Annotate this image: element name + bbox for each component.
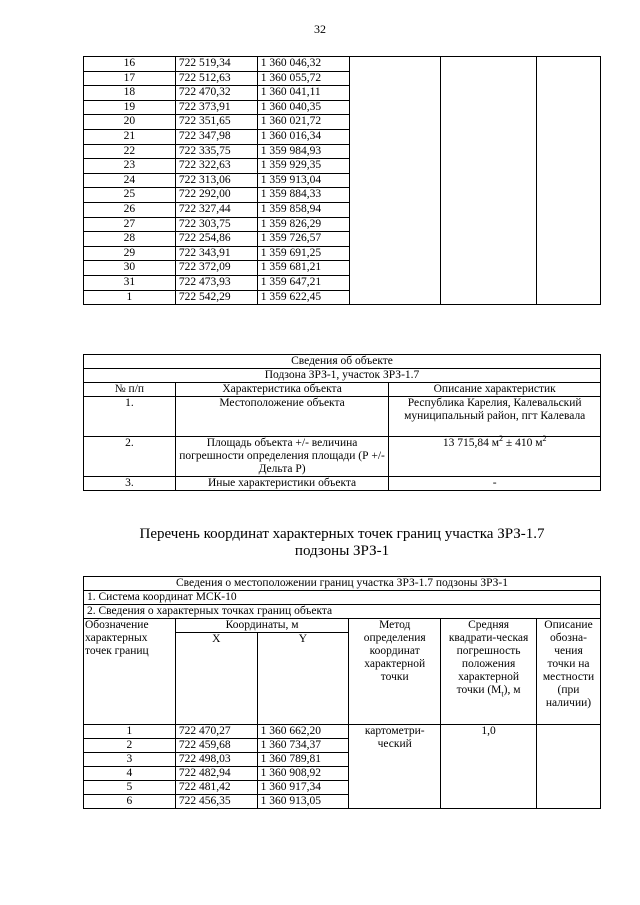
coord-x: 722 313,06 xyxy=(175,173,257,188)
header-error-tail: ), м xyxy=(503,684,521,696)
coord-y: 1 360 734,37 xyxy=(257,739,349,753)
coord-y: 1 359 826,29 xyxy=(257,217,349,232)
coordinate-system: 1. Система координат МСК-10 xyxy=(84,591,601,605)
point-number: 30 xyxy=(84,261,176,276)
coord-y: 1 360 046,32 xyxy=(257,57,349,72)
coord-x: 722 459,68 xyxy=(175,739,257,753)
row-number: 1. xyxy=(84,397,176,437)
coord-y: 1 359 726,57 xyxy=(257,232,349,247)
coord-y: 1 359 681,21 xyxy=(257,261,349,276)
row-number: 3. xyxy=(84,477,176,491)
empty-cell xyxy=(349,57,441,305)
header-designation: Обозначение характерных точек границ xyxy=(84,619,176,725)
coord-x: 722 322,63 xyxy=(175,159,257,174)
point-number: 17 xyxy=(84,71,176,86)
coord-x: 722 519,34 xyxy=(175,57,257,72)
header-x: X xyxy=(175,633,257,725)
header-point-description: Описание обозна-чения точки на местности (при наличии) xyxy=(537,619,601,725)
row-characteristic: Иные характеристики объекта xyxy=(175,477,389,491)
coord-x: 722 373,91 xyxy=(175,100,257,115)
point-number: 2 xyxy=(84,739,176,753)
coord-x: 722 542,29 xyxy=(175,290,257,305)
empty-cell xyxy=(537,725,601,809)
coord-x: 722 327,44 xyxy=(175,202,257,217)
point-number: 1 xyxy=(84,290,176,305)
coord-x: 722 470,32 xyxy=(175,86,257,101)
row-number: 2. xyxy=(84,437,176,477)
point-number: 21 xyxy=(84,129,176,144)
point-number: 4 xyxy=(84,767,176,781)
point-number: 27 xyxy=(84,217,176,232)
coord-y: 1 359 691,25 xyxy=(257,246,349,261)
boundary-table-title: Сведения о местоположении границ участка ЗРЗ-1.7 подзоны ЗРЗ-1 xyxy=(84,577,601,591)
coord-y: 1 360 917,34 xyxy=(257,781,349,795)
coord-y: 1 359 647,21 xyxy=(257,275,349,290)
header-error-sub: t xyxy=(501,689,504,699)
header-characteristic: Характеристика объекта xyxy=(175,383,389,397)
heading-line-2: подзоны ЗРЗ-1 xyxy=(294,543,390,559)
coord-y: 1 360 913,05 xyxy=(257,795,349,809)
header-description: Описание характеристик xyxy=(389,383,601,397)
page-number: 32 xyxy=(314,22,326,36)
area-error: ± 410 м xyxy=(503,437,543,449)
coord-y: 1 359 913,04 xyxy=(257,173,349,188)
coord-y: 1 359 858,94 xyxy=(257,202,349,217)
area-sup: 2 xyxy=(499,434,504,444)
header-y: Y xyxy=(257,633,349,725)
row-characteristic: Площадь объекта +/- величина погрешности определения площади (Р +/- Дельта Р) xyxy=(175,437,389,477)
coord-x: 722 343,91 xyxy=(175,246,257,261)
point-number: 18 xyxy=(84,86,176,101)
empty-cell xyxy=(537,57,601,305)
coord-x: 722 372,09 xyxy=(175,261,257,276)
coord-x: 722 335,75 xyxy=(175,144,257,159)
coord-x: 722 481,42 xyxy=(175,781,257,795)
coord-y: 1 360 016,34 xyxy=(257,129,349,144)
row-characteristic: Местоположение объекта xyxy=(175,397,389,437)
coord-y: 1 360 040,35 xyxy=(257,100,349,115)
coord-y: 1 360 041,11 xyxy=(257,86,349,101)
row-description: - xyxy=(389,477,601,491)
point-number: 24 xyxy=(84,173,176,188)
table-row xyxy=(84,57,601,72)
boundary-points-table xyxy=(83,576,601,809)
coord-x: 722 498,03 xyxy=(175,753,257,767)
object-info-table xyxy=(83,354,601,491)
object-info-subtitle: Подзона ЗРЗ-1, участок ЗРЗ-1.7 xyxy=(84,369,601,383)
point-number: 19 xyxy=(84,100,176,115)
coord-x: 722 254,86 xyxy=(175,232,257,247)
point-number: 26 xyxy=(84,202,176,217)
coord-x: 722 482,94 xyxy=(175,767,257,781)
error-cell: 1,0 xyxy=(441,725,537,809)
header-error xyxy=(441,619,537,725)
coord-x: 722 347,98 xyxy=(175,129,257,144)
coord-y: 1 360 021,72 xyxy=(257,115,349,130)
point-number: 22 xyxy=(84,144,176,159)
coord-y: 1 359 622,45 xyxy=(257,290,349,305)
coord-x: 722 470,27 xyxy=(175,725,257,739)
point-number: 23 xyxy=(84,159,176,174)
point-number: 31 xyxy=(84,275,176,290)
point-number: 28 xyxy=(84,232,176,247)
table-row xyxy=(84,725,601,739)
header-method: Метод определения координат характерной точки xyxy=(349,619,441,725)
coord-y: 1 359 984,93 xyxy=(257,144,349,159)
coord-y: 1 359 884,33 xyxy=(257,188,349,203)
area-value: 13 715,84 м xyxy=(442,437,500,449)
points-section-title: 2. Сведения о характерных точках границ объекта xyxy=(84,605,601,619)
header-number: № п/п xyxy=(84,383,176,397)
coord-x: 722 292,00 xyxy=(175,188,257,203)
point-number: 20 xyxy=(84,115,176,130)
coord-y: 1 360 908,92 xyxy=(257,767,349,781)
coord-x: 722 512,63 xyxy=(175,71,257,86)
coord-y: 1 359 929,35 xyxy=(257,159,349,174)
area-error-sup: 2 xyxy=(542,434,547,444)
section-heading xyxy=(83,526,601,560)
object-info-title: Сведения об объекте xyxy=(84,355,601,369)
header-error-text: Средняя квадрати-ческая погрешность положения характерной точки (M xyxy=(448,619,529,696)
point-number: 6 xyxy=(84,795,176,809)
row-description: Республика Карелия, Калевальский муниципальный район, пгт Калевала xyxy=(389,397,601,437)
coordinates-table-continued xyxy=(83,56,601,305)
coord-y: 1 360 662,20 xyxy=(257,725,349,739)
point-number: 1 xyxy=(84,725,176,739)
point-number: 5 xyxy=(84,781,176,795)
heading-line-1: Перечень координат характерных точек границ участка ЗРЗ-1.7 xyxy=(139,526,545,542)
coord-y: 1 360 789,81 xyxy=(257,753,349,767)
row-description-area xyxy=(389,434,601,477)
coord-x: 722 456,35 xyxy=(175,795,257,809)
point-number: 25 xyxy=(84,188,176,203)
point-number: 16 xyxy=(84,57,176,72)
empty-cell xyxy=(441,57,537,305)
point-number: 3 xyxy=(84,753,176,767)
method-cell: картометри-ческий xyxy=(349,725,441,809)
coord-x: 722 303,75 xyxy=(175,217,257,232)
header-coordinates: Координаты, м xyxy=(175,619,348,633)
coord-y: 1 360 055,72 xyxy=(257,71,349,86)
point-number: 29 xyxy=(84,246,176,261)
coord-x: 722 473,93 xyxy=(175,275,257,290)
coord-x: 722 351,65 xyxy=(175,115,257,130)
